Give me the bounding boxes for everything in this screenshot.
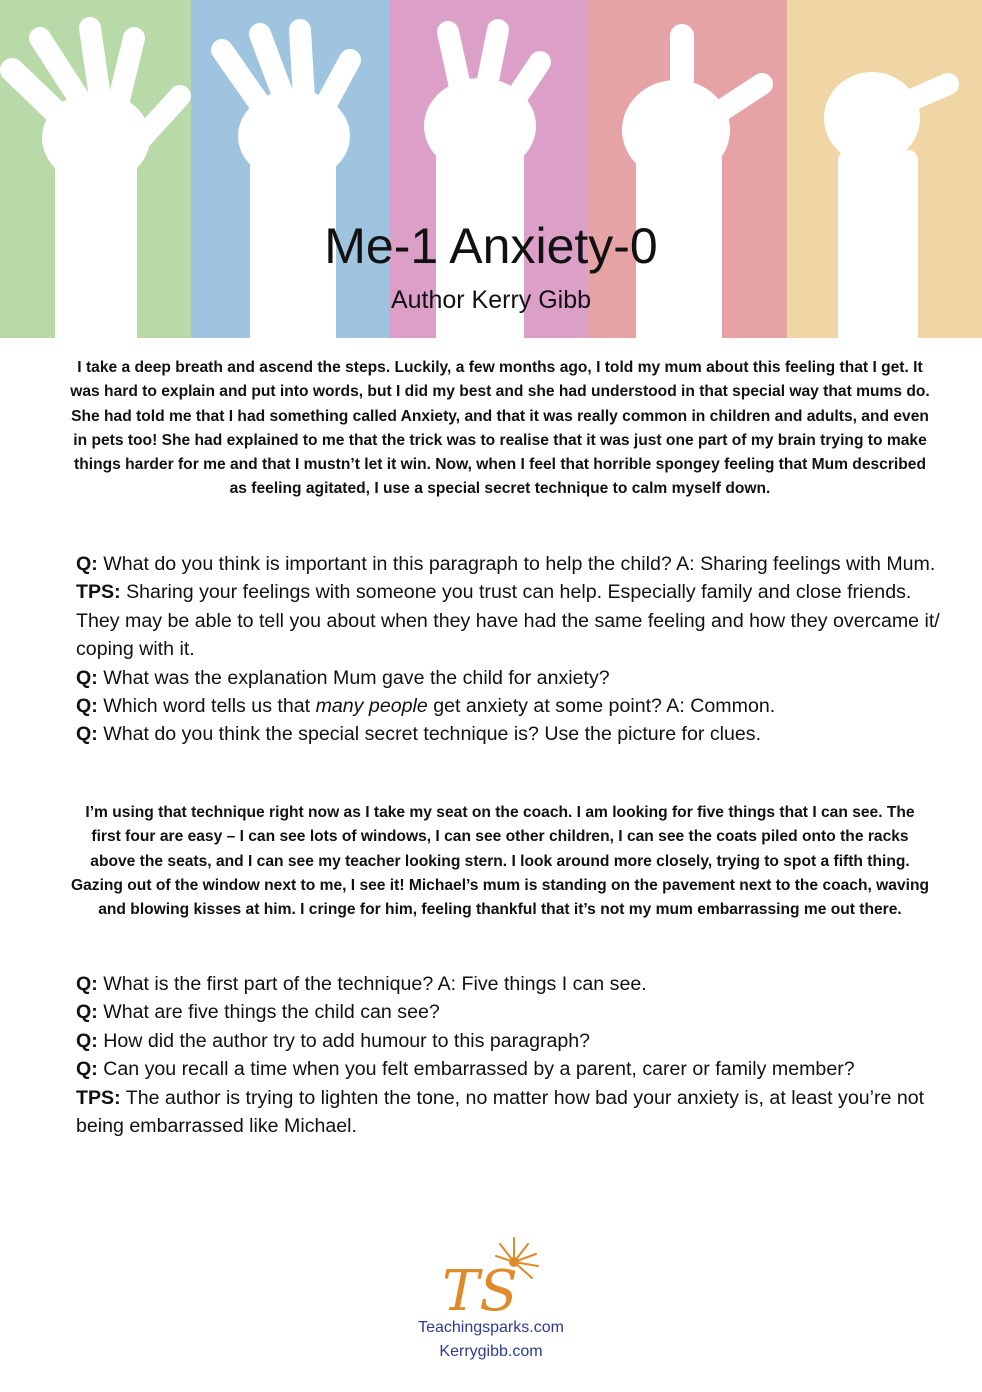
question-text: What is the first part of the technique? A: Five things I can see.: [97, 973, 647, 995]
question-list-1: [76, 550, 946, 749]
link-teachingsparks[interactable]: Teachingsparks.com: [418, 1319, 564, 1336]
question-text: Can you recall a time when you felt embarrassed by a parent, carer or family member?: [97, 1058, 855, 1081]
question-item: [76, 550, 946, 578]
question-label: Q:: [76, 723, 98, 746]
question-text: Which word tells us that: [97, 695, 316, 718]
logo-text: TS: [442, 1259, 518, 1316]
question-label: Q:: [76, 1029, 98, 1052]
question-label: Q:: [76, 973, 98, 995]
header-banner: [0, 0, 982, 338]
question-item: [76, 1027, 946, 1055]
question-item: [76, 720, 946, 748]
question-text: How did the author try to add humour to this paragraph?: [97, 1029, 591, 1052]
question-item: [76, 1055, 946, 1083]
link-kerrygibb[interactable]: Kerrygibb.com: [439, 1343, 543, 1360]
question-item: [76, 998, 946, 1026]
tps-item: [76, 578, 946, 663]
question-item: [76, 970, 946, 998]
story-passage-2: I’m using that technique right now as I take my seat on the coach. I am looking for five things that I can see. The first four are easy – I can see lots of windows, I can see other children, I can see the coats piled onto the racks above the seats, and I can see my teacher looking stern. I look around more closely, trying to spot a fifth thing. Gazing out of the window next to me, I see it! Michael’s mum is standing on the pavement next to the coach, waving and blowing kisses at him. I cringe for him, feeling thankful that it’s not my mum embarrassing me out there.: [70, 804, 930, 919]
question-item: [76, 692, 946, 720]
question-text: get anxiety at some point? A: Common.: [427, 695, 776, 718]
question-emphasis: many people: [315, 695, 428, 718]
tps-text: The author is trying to lighten the tone, no matter how bad your anxiety is, at least you’re not being embarrassed like Michael.: [76, 1086, 925, 1138]
question-list-2: [76, 970, 946, 1140]
page-title: Me-1 Anxiety-0: [324, 218, 658, 274]
question-label: Q:: [76, 553, 98, 575]
question-label: Q:: [76, 666, 98, 689]
question-text: What do you think is important in this paragraph to help the child? A: Sharing feelings with Mum.: [97, 553, 936, 575]
question-text: What was the explanation Mum gave the child for anxiety?: [97, 666, 610, 689]
tps-item: [76, 1084, 946, 1141]
story-passage-1: I take a deep breath and ascend the steps. Luckily, a few months ago, I told my mum about this feeling that I get. It was hard to explain and put into words, but I did my best and she had understood in that special way that mums do. She had told me that I had something called Anxiety, and that it was really common in children and adults, and even in pets too! She had explained to me that the trick was to realise that it was just one part of my brain trying to make things harder for me and that I mustn’t let it win. Now, when I feel that horrible spongey feeling that Mum described as feeling agitated, I use a special secret technique to calm myself down.: [70, 359, 930, 498]
question-label: Q:: [76, 1058, 98, 1081]
question-text: What do you think the special secret technique is? Use the picture for clues.: [97, 723, 762, 746]
author-line: Author Kerry Gibb: [390, 286, 592, 314]
tps-text: Sharing your feelings with someone you trust can help. Especially family and close friends. They may be able to tell you about when they have had the same feeling and how they overcame it/ coping with it.: [76, 581, 940, 661]
tps-label: TPS:: [76, 581, 121, 604]
question-text: What are five things the child can see?: [97, 1001, 440, 1024]
question-label: Q:: [76, 695, 98, 718]
teachingsparks-logo: [436, 1232, 546, 1316]
question-label: Q:: [76, 1001, 98, 1024]
footer: [0, 1232, 982, 1364]
question-item: [76, 664, 946, 692]
tps-label: TPS:: [76, 1086, 121, 1109]
